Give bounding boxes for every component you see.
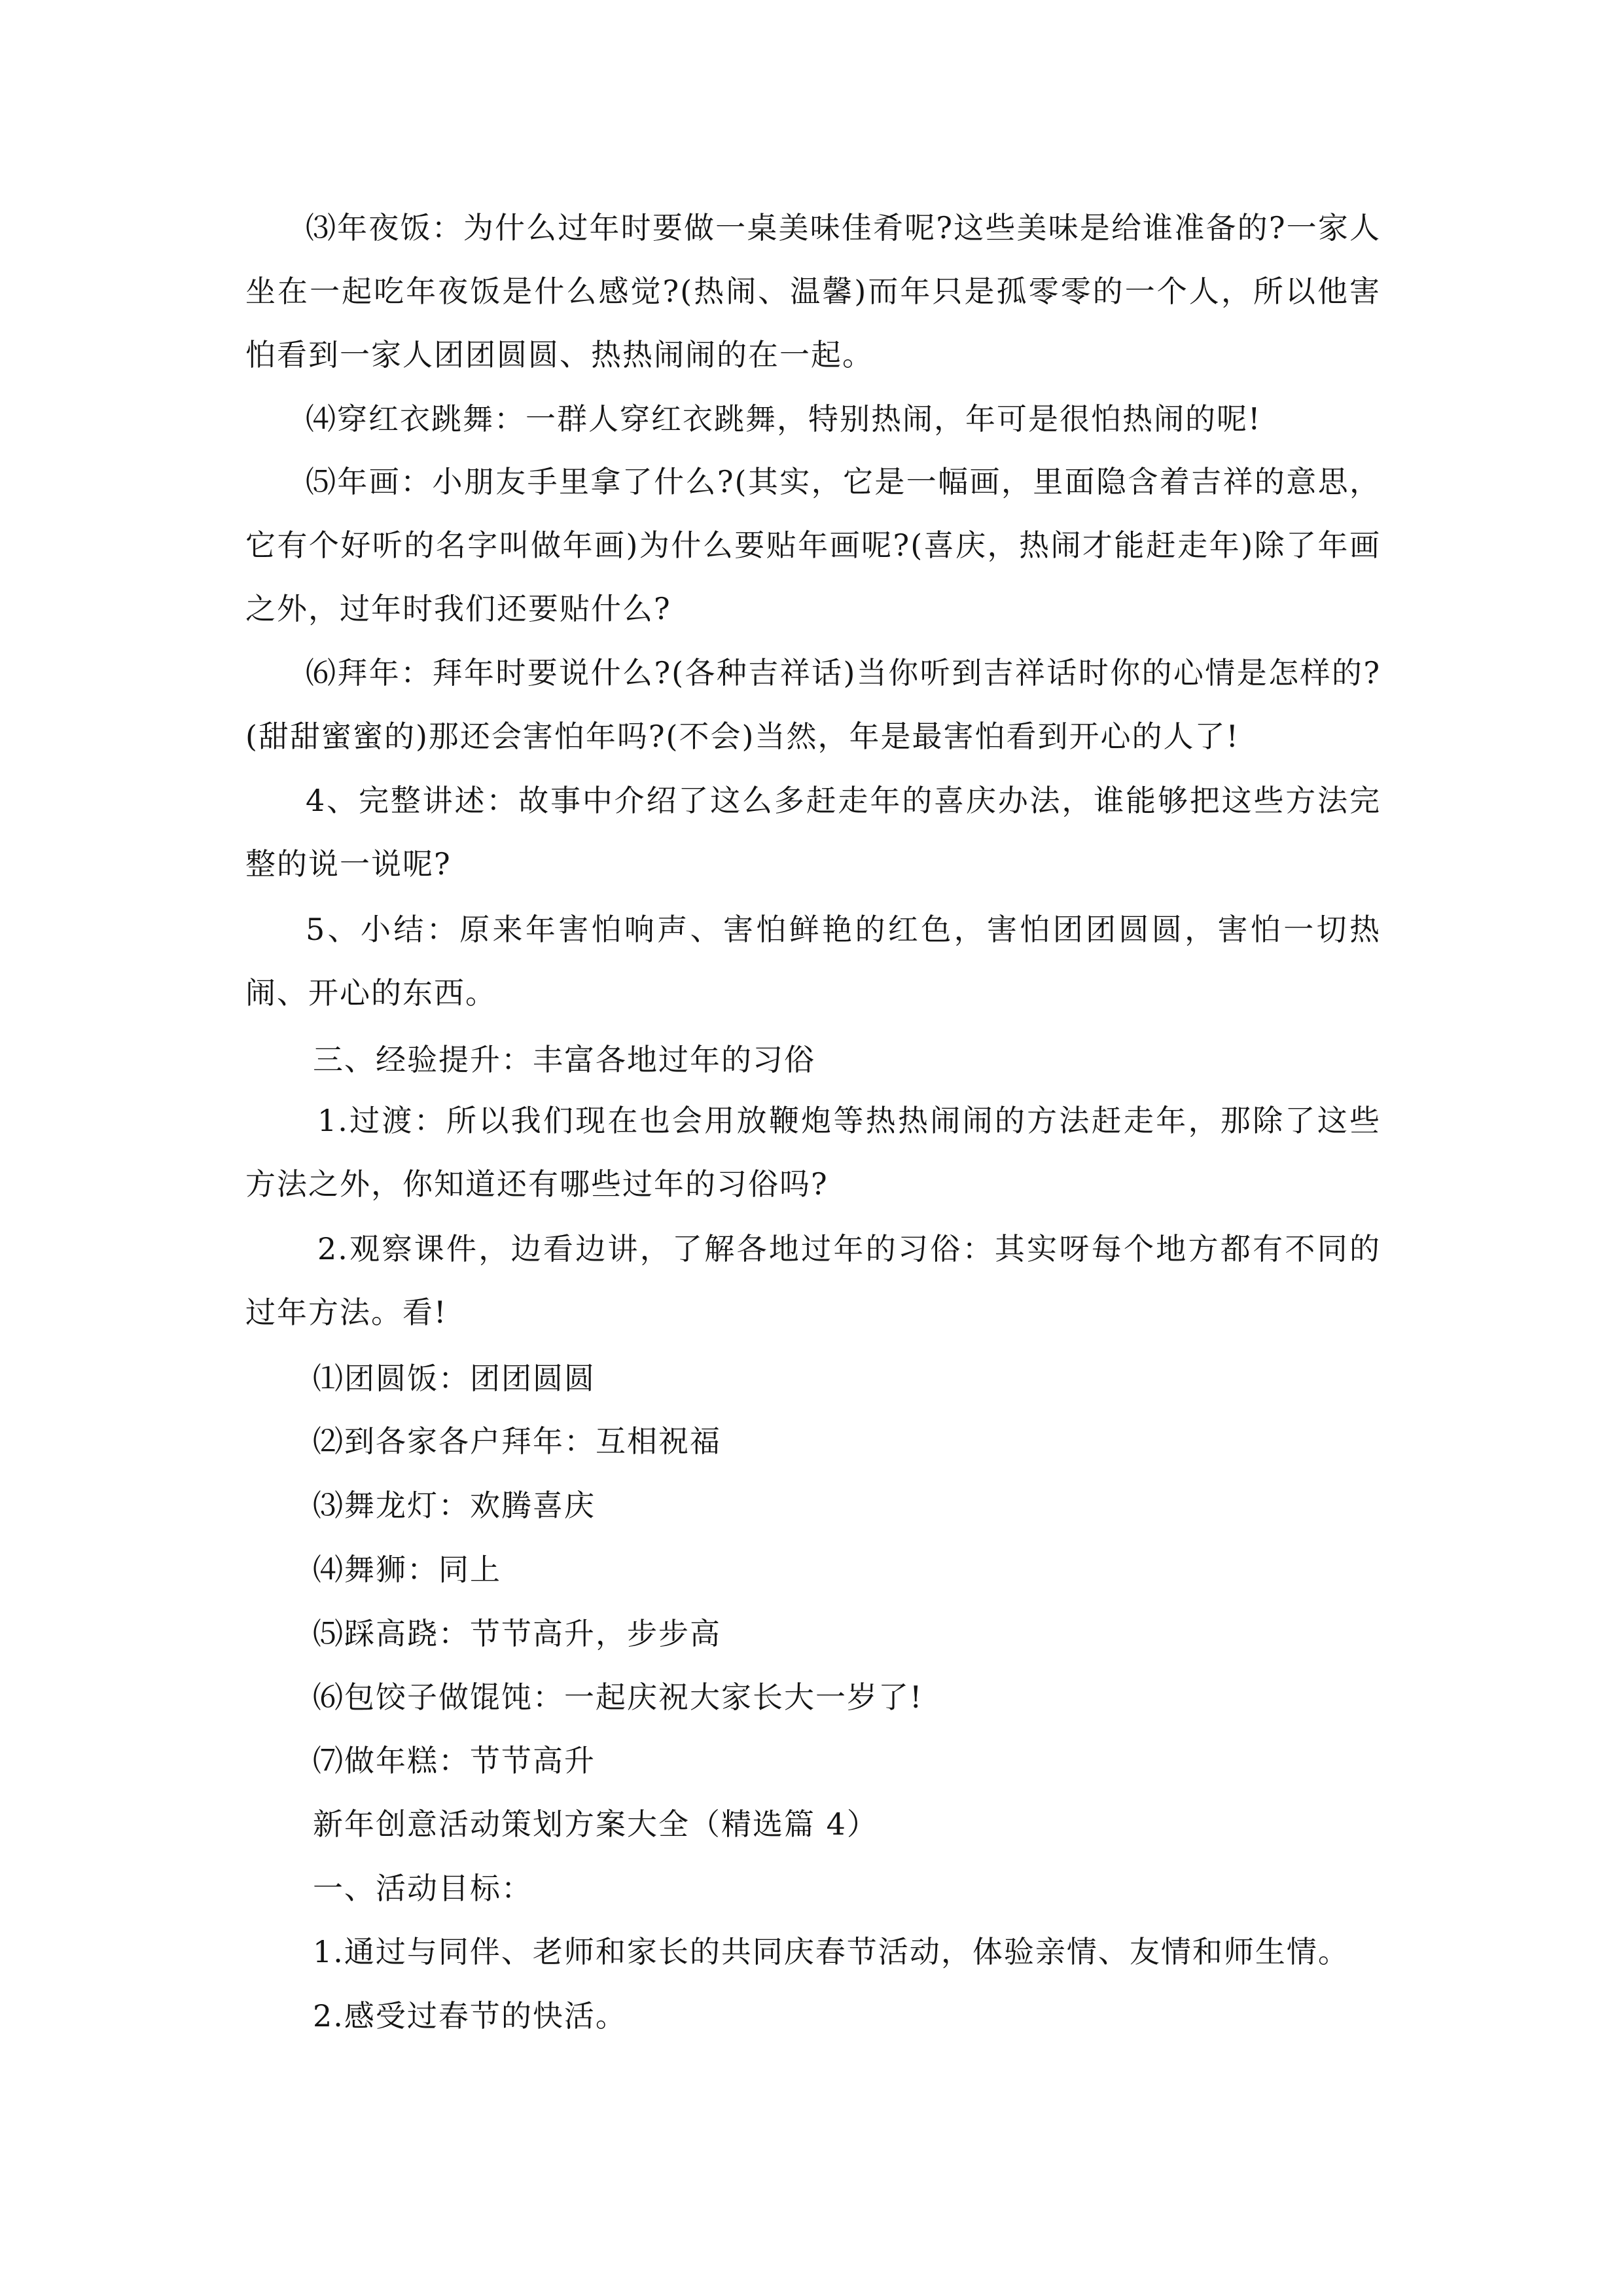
heading-activity-objectives: 一、活动目标：: [313, 1871, 533, 1906]
paragraph-new-year-painting: ⑸年画：小朋友手里拿了什么?(其实，它是一幅画，里面隐含着吉祥的意思，它有个好听的名字叫做年画)为什么要贴年画呢?(喜庆，热闹才能赶走年)除了年画之外，过年时我们还要贴什么?: [245, 464, 1381, 626]
list-item: ⑺做年糕：节节高升: [313, 1743, 596, 1778]
objective-item-1: 1.通过与同伴、老师和家长的共同庆春节活动，体验亲情、友情和师生情。: [313, 1934, 1349, 1969]
heading-experience-upgrade: 三、经验提升：丰富各地过年的习俗: [313, 1042, 815, 1077]
objective-item-2: 2.感受过春节的快活。: [313, 1998, 627, 2034]
paragraph-red-dance: ⑷穿红衣跳舞：一群人穿红衣跳舞，特别热闹，年可是很怕热闹的呢!: [306, 401, 1262, 437]
list-item: ⑵到各家各户拜年：互相祝福: [313, 1424, 721, 1459]
paragraph-new-year-dinner: ⑶年夜饭：为什么过年时要做一桌美味佳肴呢?这些美味是给谁准备的?一家人坐在一起吃年夜饭是什么感觉?(热闹、温馨)而年只是孤零零的一个人，所以他害怕看到一家人团团圆圆、热热闹闹的在一起。: [245, 210, 1381, 372]
list-item: ⑴团圆饭：团团圆圆: [313, 1361, 596, 1396]
list-item: ⑷舞狮：同上: [313, 1552, 501, 1587]
paragraph-summary: 5、小结：原来年害怕响声、害怕鲜艳的红色，害怕团团圆圆，害怕一切热闹、开心的东西。: [245, 912, 1381, 1011]
list-item: ⑶舞龙灯：欢腾喜庆: [313, 1488, 596, 1523]
paragraph-complete-retelling: 4、完整讲述：故事中介绍了这么多赶走年的喜庆办法，谁能够把这些方法完整的说一说呢?: [245, 783, 1381, 882]
list-item: ⑹包饺子做馄饨：一起庆祝大家长大一岁了!: [313, 1679, 923, 1715]
section-title: 新年创意活动策划方案大全（精选篇 4）: [313, 1806, 878, 1842]
paragraph-observe-courseware: 2.观察课件，边看边讲，了解各地过年的习俗：其实呀每个地方都有不同的过年方法。看!: [245, 1231, 1381, 1330]
paragraph-new-year-greeting: ⑹拜年：拜年时要说什么?(各种吉祥话)当你听到吉祥话时你的心情是怎样的?(甜甜蜜蜜的)那还会害怕年吗?(不会)当然，年是最害怕看到开心的人了!: [245, 655, 1381, 754]
list-item: ⑸踩高跷：节节高升，步步高: [313, 1616, 721, 1651]
paragraph-transition: 1.过渡：所以我们现在也会用放鞭炮等热热闹闹的方法赶走年，那除了这些方法之外，你知道还有哪些过年的习俗吗?: [245, 1103, 1381, 1202]
